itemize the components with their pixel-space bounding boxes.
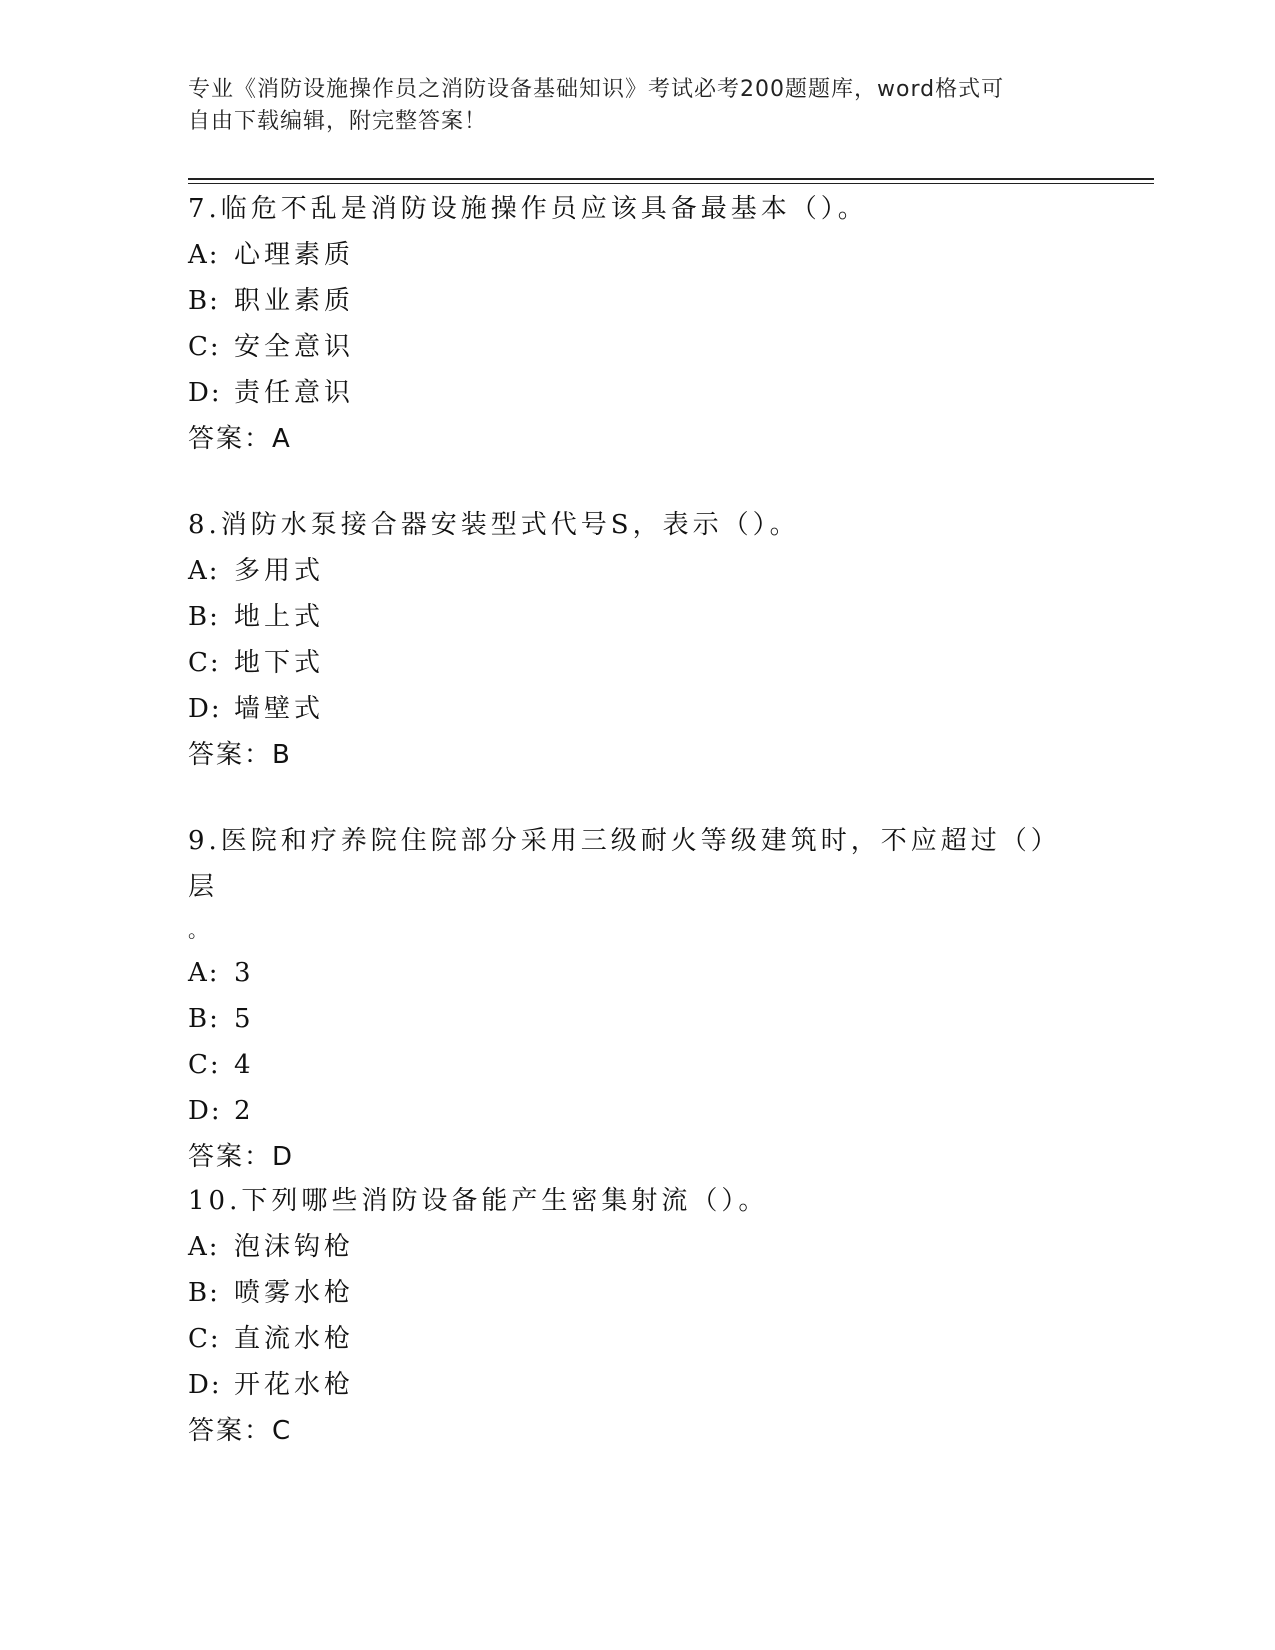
option-text: 墙壁式 xyxy=(234,694,325,724)
option-letter: A: xyxy=(188,958,220,988)
option-d xyxy=(188,370,1088,416)
option-d xyxy=(188,686,1088,732)
option-c xyxy=(188,324,1088,370)
option-text: 地上式 xyxy=(234,602,325,632)
option-text: 2 xyxy=(234,1096,255,1126)
option-text: 泡沫钩枪 xyxy=(234,1232,355,1262)
option-text: 安全意识 xyxy=(234,332,355,362)
answer-line: 答案：C xyxy=(188,1416,293,1446)
option-d xyxy=(188,1088,1088,1134)
option-letter: B: xyxy=(188,1004,220,1034)
page-header xyxy=(188,74,1068,138)
option-text: 喷雾水枪 xyxy=(234,1278,355,1308)
option-letter: A: xyxy=(188,556,220,586)
option-c xyxy=(188,1042,1088,1088)
header-line-2: 自由下载编辑，附完整答案！ xyxy=(188,109,488,134)
option-text: 职业素质 xyxy=(234,286,355,316)
option-letter: D: xyxy=(188,378,222,408)
option-letter: D: xyxy=(188,1370,222,1400)
option-a xyxy=(188,1224,1088,1270)
option-letter: B: xyxy=(188,286,220,316)
option-a xyxy=(188,548,1088,594)
option-letter: C: xyxy=(188,1050,221,1080)
question-stem-continuation: 。 xyxy=(188,918,208,942)
option-text: 心理素质 xyxy=(234,240,355,270)
answer-line: 答案：D xyxy=(188,1142,295,1172)
option-text: 地下式 xyxy=(234,648,325,678)
question-stem: 8.消防水泵接合器安装型式代号S，表示（）。 xyxy=(188,510,800,540)
option-letter: D: xyxy=(188,694,222,724)
option-text: 多用式 xyxy=(234,556,325,586)
option-letter: B: xyxy=(188,602,220,632)
option-letter: C: xyxy=(188,1324,221,1354)
header-line-1: 专业《消防设施操作员之消防设备基础知识》考试必考200题题库，word格式可 xyxy=(188,77,1005,102)
option-text: 5 xyxy=(234,1004,255,1034)
question-stem: 7.临危不乱是消防设施操作员应该具备最基本（）。 xyxy=(188,194,868,224)
option-letter: C: xyxy=(188,648,221,678)
option-b xyxy=(188,996,1088,1042)
answer-line: 答案：B xyxy=(188,740,292,770)
option-b xyxy=(188,1270,1088,1316)
option-text: 直流水枪 xyxy=(234,1324,355,1354)
header-divider xyxy=(188,178,1154,180)
question-8 xyxy=(188,502,1088,778)
question-9 xyxy=(188,818,1088,1180)
question-10 xyxy=(188,1178,1088,1454)
option-letter: A: xyxy=(188,1232,220,1262)
option-letter: A: xyxy=(188,240,220,270)
option-letter: B: xyxy=(188,1278,220,1308)
option-b xyxy=(188,278,1088,324)
option-text: 开花水枪 xyxy=(234,1370,355,1400)
question-7 xyxy=(188,186,1088,462)
option-letter: C: xyxy=(188,332,221,362)
option-c xyxy=(188,1316,1088,1362)
header-divider-thin xyxy=(188,183,1154,184)
option-text: 4 xyxy=(234,1050,255,1080)
option-d xyxy=(188,1362,1088,1408)
question-stem: 10.下列哪些消防设备能产生密集射流（）。 xyxy=(188,1186,769,1216)
option-letter: D: xyxy=(188,1096,222,1126)
answer-line: 答案：A xyxy=(188,424,292,454)
option-text: 3 xyxy=(234,958,255,988)
option-c xyxy=(188,640,1088,686)
option-a xyxy=(188,950,1088,996)
option-text: 责任意识 xyxy=(234,378,355,408)
option-b xyxy=(188,594,1088,640)
question-stem: 9.医院和疗养院住院部分采用三级耐火等级建筑时，不应超过（）层 xyxy=(188,826,1061,902)
option-a xyxy=(188,232,1088,278)
